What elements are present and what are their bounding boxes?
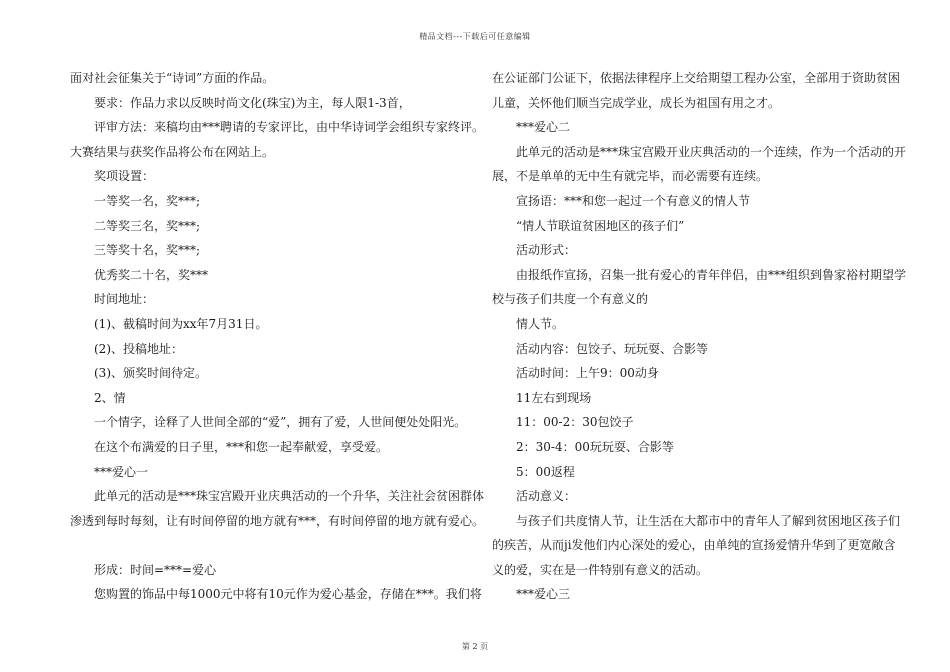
text-line: 此单元的活动是***珠宝宫殿开业庆典活动的一个升华，关注社会贫困群体 — [94, 489, 485, 504]
text-line: (1)、截稿时间为xx年7月31日。 — [94, 316, 268, 331]
text-line: 您购置的饰品中每1000元中将有10元作为爱心基金，存储在***。我们将 — [94, 587, 482, 602]
text-line: ***爱心一 — [94, 464, 149, 479]
text-line: 活动时间：上午9：00动身 — [516, 366, 659, 381]
text-line: 5：00返程 — [516, 464, 575, 479]
text-line: 面对社会征集关于“诗词”方面的作品。 — [70, 71, 275, 85]
text-line: 由报纸作宣扬，召集一批有爱心的青年伴侣，由***组织到鲁家裕村期望学 — [516, 267, 907, 282]
text-line — [70, 533, 470, 558]
text-line: 与孩子们共度情人节，让生活在大都市中的青年人了解到贫困地区孩子们 — [516, 513, 901, 528]
text-line: 优秀奖二十名，奖*** — [94, 267, 209, 282]
text-line: 一个情字，诠释了人世间全部的“爱”，拥有了爱，人世间便处处阳光。 — [94, 415, 467, 430]
page-number: 第 2 页 — [461, 642, 489, 651]
text-line: 展，不是单单的无中生有就完毕，而必需要有连续。 — [492, 169, 769, 184]
text-line: 活动形式： — [516, 243, 577, 258]
text-line: “情人节联谊贫困地区的孩子们” — [516, 218, 685, 233]
text-line: 一等奖一名，奖***; — [94, 193, 201, 208]
text-line: 评审方法：来稿均由***聘请的专家评比，由中华诗词学会组织专家终评。 — [94, 120, 485, 135]
text-line: 11左右到现场 — [516, 390, 592, 405]
text-line: 儿童，关怀他们顺当完成学业，成长为祖国有用之才。 — [492, 95, 781, 110]
text-line: 的疾苦，从而ji发他们内心深处的爱心，由单纯的宣扬爱情升华到了更宽敞含 — [492, 538, 896, 553]
text-line: ***爱心二 — [516, 120, 571, 135]
text-line: 活动意义： — [516, 489, 577, 504]
text-line: 2：30-4：00玩玩耍、合影等 — [516, 439, 674, 454]
text-line: 三等奖十名，奖***; — [94, 243, 201, 258]
text-line: 2、情 — [94, 390, 126, 405]
text-line: 此单元的活动是***珠宝宫殿开业庆典活动的一个连续，作为一个活动的开 — [516, 144, 907, 159]
page-header: 精品文档---下载后可任意编辑 — [419, 32, 531, 41]
text-line: 活动内容：包饺子、玩玩耍、合影等 — [516, 341, 709, 356]
text-line: 要求：作品力求以反映时尚文化(珠宝)为主，每人限1-3首， — [94, 95, 411, 110]
text-line: 二等奖三名，奖***; — [94, 218, 201, 233]
text-line: 大赛结果与获奖作品将公布在网站上。 — [70, 144, 275, 159]
text-line: 义的爱，实在是一件特别有意义的活动。 — [492, 562, 709, 577]
text-line: 在这个布满爱的日子里，***和您一起奉献爱，享受爱。 — [94, 439, 389, 454]
text-line: 宣扬语：***和您一起过一个有意义的情人节 — [516, 193, 751, 208]
text-line: (3)、颁奖时间待定。 — [94, 366, 207, 381]
text-line: 校与孩子们共度一个有意义的 — [492, 292, 649, 307]
text-line: 渗透到每时每刻，让有时间停留的地方就有***，有时间停留的地方就有爱心。 — [70, 513, 485, 528]
text-line: 时间地址： — [94, 292, 155, 307]
text-line: 形成：时间=***=爱心 — [94, 562, 217, 577]
text-line: ***爱心三 — [516, 587, 571, 602]
left-column — [70, 66, 485, 607]
text-line: 情人节。 — [516, 316, 565, 331]
text-line: (2)、投稿地址： — [94, 341, 183, 356]
text-line: 在公证部门公证下，依据法律程序上交给期望工程办公室，全部用于资助贫困 — [492, 71, 901, 85]
text-line: 11：00-2：30包饺子 — [516, 415, 634, 430]
text-line: 奖项设置： — [94, 169, 155, 184]
right-column — [492, 66, 907, 607]
